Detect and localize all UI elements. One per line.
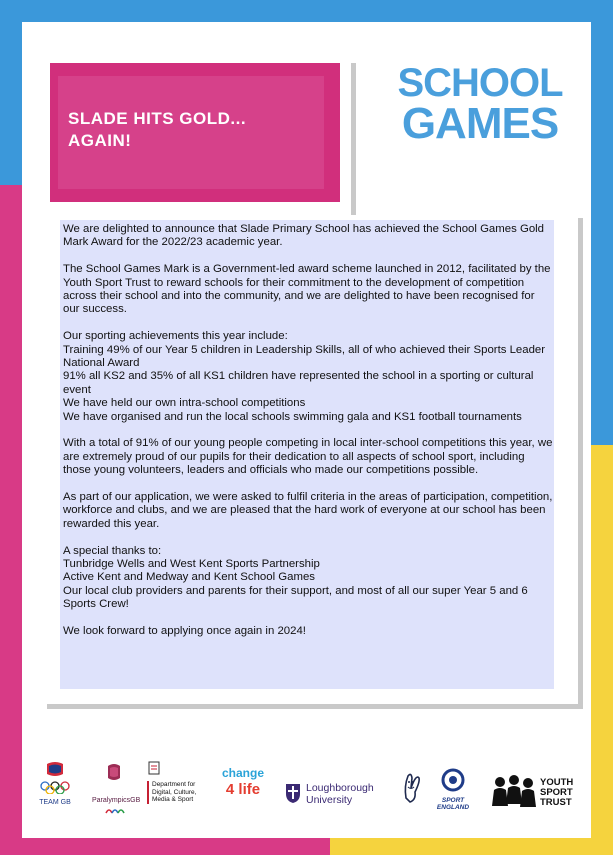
paralympics-gb-label: ParalympicsGB [92, 797, 141, 804]
thanks-item: Active Kent and Medway and Kent School Games [63, 571, 316, 584]
thanks-item: Our local club providers and parents for their support, and most of all our super Year 5 and 6 Sports Crew! [63, 584, 528, 611]
sport-england-logo [436, 768, 470, 811]
team-gb-lion-icon [35, 760, 75, 794]
loughborough-line-1: Loughborough [306, 782, 374, 794]
school-games-logo-line-1: SCHOOL [397, 61, 563, 105]
achievement-item: Training 49% of our Year 5 children in Leadership Skills, all of who achieved their Sports Leader National Award [63, 343, 546, 370]
title-inner-panel [58, 76, 324, 189]
loughborough-text [306, 782, 374, 806]
thanks-intro: A special thanks to: [63, 544, 162, 557]
youth-sport-trust-figures-icon [490, 774, 538, 810]
sport-england-line-2: ENGLAND [436, 804, 470, 811]
thanks-section [63, 545, 553, 612]
dcms-line-1: Department for [152, 781, 196, 788]
title-line-1: SLADE HITS GOLD... [68, 109, 247, 128]
yst-line-3: TRUST [540, 797, 572, 808]
title-box [50, 63, 340, 202]
body-content-box [60, 220, 554, 689]
achievements-intro: Our sporting achievements this year include: [63, 330, 288, 343]
team-gb-label: TEAM GB [39, 799, 71, 806]
border-band-blue-right [591, 0, 613, 445]
loughborough-crest-icon [284, 782, 302, 804]
achievements-section [63, 330, 553, 424]
school-games-logo [380, 58, 580, 148]
partner-logos-row [30, 760, 590, 820]
change4life-line-1: change [221, 766, 265, 780]
dcms-text [147, 781, 207, 804]
sport-england-line-1: SPORT [441, 797, 465, 804]
change4life-line-2: 4 life [225, 781, 261, 798]
change4life-logo [216, 760, 270, 809]
school-games-logo-line-2: GAMES [401, 99, 559, 148]
crest-icon [147, 760, 161, 776]
sport-england-text [436, 797, 470, 811]
border-band-blue-left [0, 0, 22, 185]
border-band-pink-bottom [0, 838, 330, 855]
youth-sport-trust-text [540, 778, 573, 808]
yst-line-2: SPORT [540, 787, 573, 798]
page-title [68, 108, 318, 152]
lottery-crossed-fingers-icon [398, 770, 424, 806]
thanks-item: Tunbridge Wells and West Kent Sports Partnership [63, 558, 320, 571]
achievement-item: 91% all KS2 and 35% of all KS1 children have represented the school in a sporting or cultural event [63, 370, 534, 396]
achievement-item: We have organised and run the local schools swimming gala and KS1 football tournaments [63, 410, 522, 423]
sport-england-icon [436, 768, 470, 792]
dcms-line-2: Digital, Culture, [152, 788, 197, 796]
body-text [63, 223, 553, 639]
border-band-blue-top [0, 0, 613, 22]
national-lottery-logo [398, 770, 424, 811]
dcms-line-3: Media & Sport [152, 796, 194, 803]
intro-paragraph: We are delighted to announce that Slade Primary School has achieved the School Games Gold Mark Award for the 2022/23 academic year. [63, 223, 545, 249]
achievement-item: We have held our own intra-school competitions [63, 397, 306, 410]
dcms-logo [147, 760, 207, 804]
title-divider [351, 63, 356, 215]
competition-paragraph: With a total of 91% of our young people competing in local inter-school competitions this year, we are extremely proud of our pupils for their dedication to all aspects of school sport, including those young volunteers, leaders and officials who made our competitions possible. [63, 437, 553, 477]
yst-line-1: YOUTH [540, 777, 574, 788]
border-band-yellow-right [591, 445, 613, 855]
school-games-mark-paragraph: The School Games Mark is a Government-led award scheme launched in 2012, facilitated by the Youth Sport Trust to reward schools for their commitment to the development of competition across their school and into the community, and we are delighted to have been recognised for our success. [63, 263, 551, 316]
border-band-yellow-bottom [330, 838, 613, 855]
title-line-2: AGAIN! [68, 131, 132, 150]
paralympics-lion-icon [92, 760, 136, 792]
team-gb-logo [35, 760, 75, 806]
closing-paragraph: We look forward to applying once again in 2024! [63, 625, 306, 638]
loughborough-line-2: University [306, 794, 353, 806]
paralympics-agitos-icon [92, 805, 136, 817]
paralympics-gb-logo [92, 760, 141, 822]
application-paragraph: As part of our application, we were asked to fulfil criteria in the areas of participation, competition, workforce and clubs, and we are pleased that the hard work of everyone at our school has been rewarded this year. [63, 491, 553, 530]
border-band-pink-left [0, 185, 22, 855]
